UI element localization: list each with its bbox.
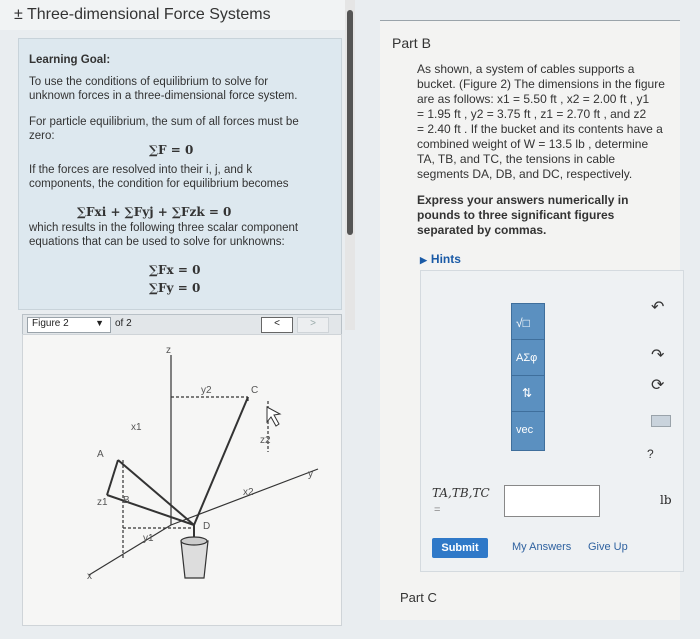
answer-input[interactable]: [504, 485, 600, 517]
which-text-1: which results in the following three scalar component: [29, 222, 299, 234]
part-b-title: Part B: [392, 35, 431, 51]
label-y1: y1: [143, 533, 154, 544]
chevron-down-icon: ▼: [95, 318, 104, 328]
which-text-2: equations that can be used to solve for unknowns:: [29, 236, 285, 248]
instructions-line-2: pounds to three significant figures: [417, 208, 615, 222]
resolve-text-2: components, the condition for equilibrium becomes: [29, 178, 289, 190]
arrows-icon: ⇅: [522, 386, 533, 400]
description-line-5: = 2.40 ft . If the bucket and its contents have a: [417, 122, 663, 136]
description-line-7: TA, TB, and TC, the tensions in cable: [417, 152, 616, 166]
arrows-tool-button[interactable]: [511, 375, 545, 415]
figure-toolbar: [22, 314, 342, 336]
template-tool-button[interactable]: [511, 303, 545, 343]
particle-text-2: zero:: [29, 130, 55, 142]
label-z1: z1: [97, 497, 108, 508]
greek-icon: ΑΣφ: [516, 352, 538, 364]
answer-label: TA,TB,TC: [432, 486, 490, 500]
equation-fy: ∑Fy = 0: [149, 281, 201, 295]
keyboard-icon[interactable]: [651, 415, 671, 427]
learning-goal-panel: [18, 38, 342, 310]
page-title[interactable]: ± Three-dimensional Force Systems: [14, 6, 271, 23]
label-d: D: [203, 521, 211, 532]
label-x2: x2: [243, 487, 254, 498]
cursor-icon: [267, 407, 280, 426]
figure-count: of 2: [115, 318, 132, 329]
description-line-2: bucket. (Figure 2) The dimensions in the figure: [417, 77, 665, 91]
undo-icon[interactable]: ↶: [651, 299, 665, 316]
caret-right-icon: ▶: [420, 255, 427, 265]
figure-selector-label: Figure 2: [32, 318, 69, 329]
goal-text-2: unknown forces in a three-dimensional force system.: [29, 90, 298, 102]
redo-icon[interactable]: ↷: [651, 347, 665, 364]
cable-bucket-diagram: [23, 335, 341, 625]
give-up-link[interactable]: Give Up: [588, 541, 628, 553]
header-bar: [0, 0, 350, 30]
sqrt-icon: √□: [516, 316, 530, 330]
equation-sum-forces: ∑F = 0: [149, 143, 194, 157]
unit-label: lb: [660, 493, 672, 507]
figure-next-button[interactable]: [297, 317, 329, 333]
chevron-right-icon: >: [310, 318, 316, 329]
goal-text-1: To use the conditions of equilibrium to solve for: [29, 76, 269, 88]
hints-link[interactable]: ▶ Hints: [420, 252, 461, 266]
resolve-text-1: If the forces are resolved into their i, j, and k: [29, 164, 253, 176]
scrollbar-thumb[interactable]: [347, 10, 353, 235]
equation-components: ∑Fxi + ∑Fyj + ∑Fzk = 0: [77, 205, 232, 219]
label-x1: x1: [131, 422, 142, 433]
description-line-4: = 1.95 ft , y2 = 3.75 ft , z1 = 2.70 ft , and z2: [417, 107, 647, 121]
figure-selector[interactable]: [27, 317, 111, 333]
equals-sign: =: [434, 504, 441, 516]
figure-prev-button[interactable]: [261, 317, 293, 333]
label-y: y: [308, 469, 313, 480]
divider: [380, 20, 680, 21]
my-answers-link[interactable]: My Answers: [512, 541, 572, 553]
part-c-title: Part C: [400, 590, 437, 605]
answer-area: [420, 270, 684, 572]
label-b: B: [123, 495, 130, 506]
submit-button[interactable]: Submit: [432, 538, 488, 558]
description-line-3: are as follows: x1 = 5.50 ft , x2 = 2.00 ft , y1: [417, 92, 650, 106]
label-c: C: [251, 385, 259, 396]
particle-text-1: For particle equilibrium, the sum of all forces must be: [29, 116, 299, 128]
reset-icon[interactable]: ⟳: [651, 377, 665, 394]
label-y2: y2: [201, 385, 212, 396]
label-z2: z2: [260, 435, 271, 446]
label-x: x: [87, 571, 92, 582]
figure-canvas: [22, 334, 342, 626]
description-line-1: As shown, a system of cables supports a: [417, 62, 635, 76]
greek-tool-button[interactable]: [511, 339, 545, 379]
description-line-8: segments DA, DB, and DC, respectively.: [417, 167, 633, 181]
chevron-left-icon: <: [274, 318, 280, 329]
help-button[interactable]: ?: [647, 447, 654, 461]
vec-tool-button[interactable]: [511, 411, 545, 451]
instructions-line-1: Express your answers numerically in: [417, 193, 629, 207]
vector-icon: vec: [516, 424, 534, 436]
equation-fx: ∑Fx = 0: [149, 263, 201, 277]
label-z: z: [166, 345, 171, 356]
goal-heading: Learning Goal:: [29, 54, 111, 66]
label-a: A: [97, 449, 104, 460]
description-line-6: combined weight of W = 13.5 lb , determine: [417, 137, 649, 151]
instructions-line-3: separated by commas.: [417, 223, 547, 237]
